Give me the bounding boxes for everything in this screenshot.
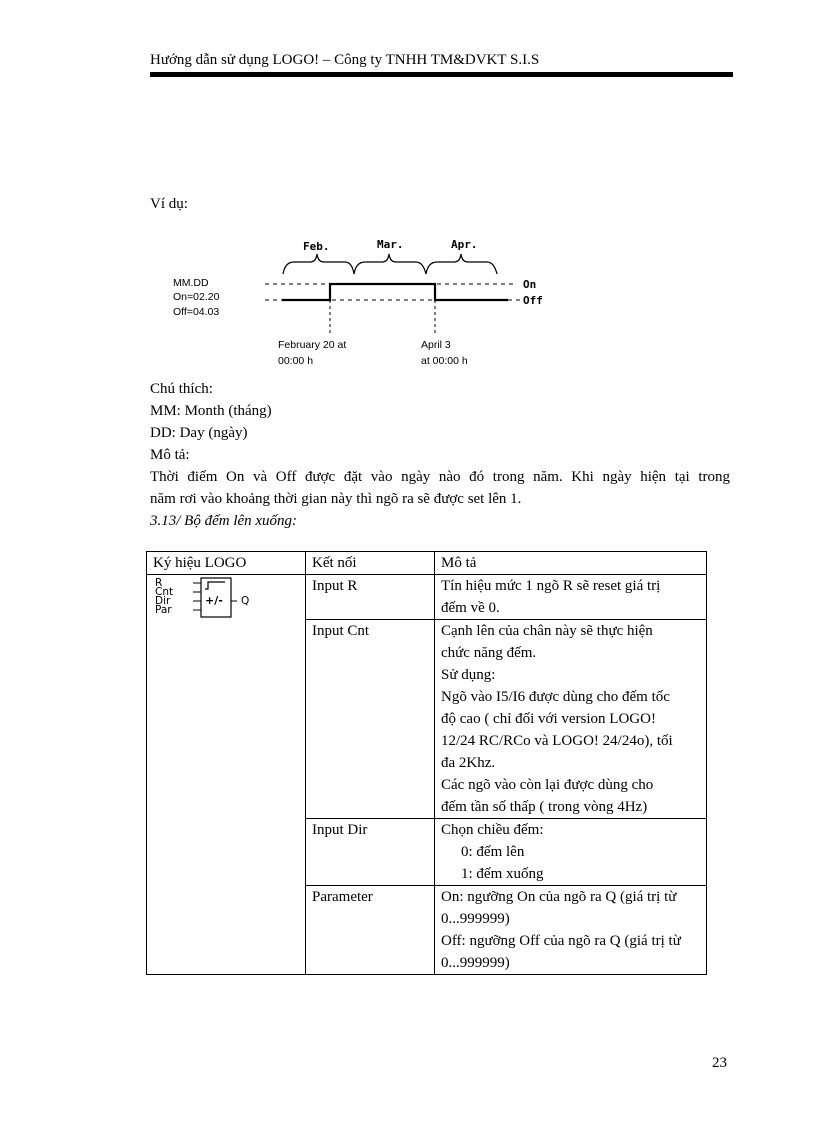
connection-input-dir: Input Dir	[306, 819, 435, 886]
month-mar: Mar.	[377, 238, 404, 251]
marker-off-line2: at 00:00 h	[421, 355, 468, 367]
page-header: Hướng dẫn sử dụng LOGO! – Công ty TNHH TM&DVKT S.I.S	[150, 52, 540, 68]
notes-title: Chú thích:	[150, 381, 213, 397]
table-header-row	[147, 552, 707, 575]
header-symbol: Ký hiệu LOGO	[147, 552, 306, 575]
counter-spec-table	[146, 551, 707, 975]
connection-input-r: Input R	[306, 575, 435, 620]
example-label: Ví dụ:	[150, 196, 188, 212]
output-signal	[282, 284, 508, 300]
param-on: On=02.20	[173, 291, 220, 303]
connection-input-cnt: Input Cnt	[306, 620, 435, 819]
marker-on-line2: 00:00 h	[278, 355, 314, 367]
apr-bracket	[426, 254, 497, 274]
symbol-output-q: Q	[241, 595, 250, 607]
notes-mm: MM: Month (tháng)	[150, 403, 272, 419]
connection-parameter: Parameter	[306, 886, 435, 975]
header-rule	[150, 72, 733, 77]
description-input-dir: Chọn chiều đếm: 0: đếm lên 1: đếm xuống	[435, 819, 707, 886]
table-row	[147, 575, 707, 620]
symbol-cell	[147, 575, 306, 975]
description-line2: năm rơi vào khoảng thời gian này thì ngõ ra sẽ được set lên 1.	[150, 491, 522, 507]
header-connection: Kết nối	[306, 552, 435, 575]
description-parameter: On: ngưỡng On của ngõ ra Q (giá trị từ 0...999999) Off: ngưỡng Off của ngõ ra Q (giá trị từ 0...999999)	[435, 886, 707, 975]
header-description: Mô tả	[435, 552, 707, 575]
param-off: Off=04.03	[173, 306, 220, 318]
page-number: 23	[712, 1055, 727, 1071]
symbol-input-cnt: Cnt	[155, 586, 174, 598]
description-title: Mô tả:	[150, 447, 190, 463]
month-brackets	[283, 254, 497, 274]
updown-counter-symbol	[153, 577, 283, 619]
timing-diagram	[170, 236, 560, 371]
month-feb: Feb.	[303, 240, 330, 253]
notes-dd: DD: Day (ngày)	[150, 425, 248, 441]
symbol-input-r: R	[155, 577, 163, 589]
section-title: 3.13/ Bộ đếm lên xuống:	[150, 513, 298, 529]
state-off-label: Off	[523, 294, 543, 307]
symbol-function: +/-	[205, 594, 223, 607]
symbol-input-par: Par	[155, 604, 172, 616]
description-input-r: Tín hiệu mức 1 ngõ R sẽ reset giá trị đếm về 0.	[435, 575, 707, 620]
param-format: MM.DD	[173, 277, 209, 289]
description-line1: Thời điểm On và Off được đặt vào ngày nào đó trong năm. Khi ngày hiện tại trong	[150, 469, 730, 485]
mar-bracket	[354, 254, 426, 274]
notes-section	[150, 378, 730, 532]
description-input-cnt: Cạnh lên của chân này sẽ thực hiện chức năng đếm. Sử dụng: Ngõ vào I5/I6 được dùng cho đếm tốc độ cao ( chỉ đối với version LOGO! 12/24 RC/RCo và LOGO! 24/24o), tối đa 2Khz. Các ngõ vào còn lại được dùng cho đếm tần số thấp ( trong vòng 4Hz)	[435, 620, 707, 819]
feb-bracket	[283, 254, 354, 274]
state-on-label: On	[523, 278, 537, 291]
marker-on-line1: February 20 at	[278, 339, 347, 351]
month-apr: Apr.	[451, 238, 478, 251]
symbol-input-dir: Dir	[155, 595, 171, 607]
marker-off-line1: April 3	[421, 339, 451, 351]
